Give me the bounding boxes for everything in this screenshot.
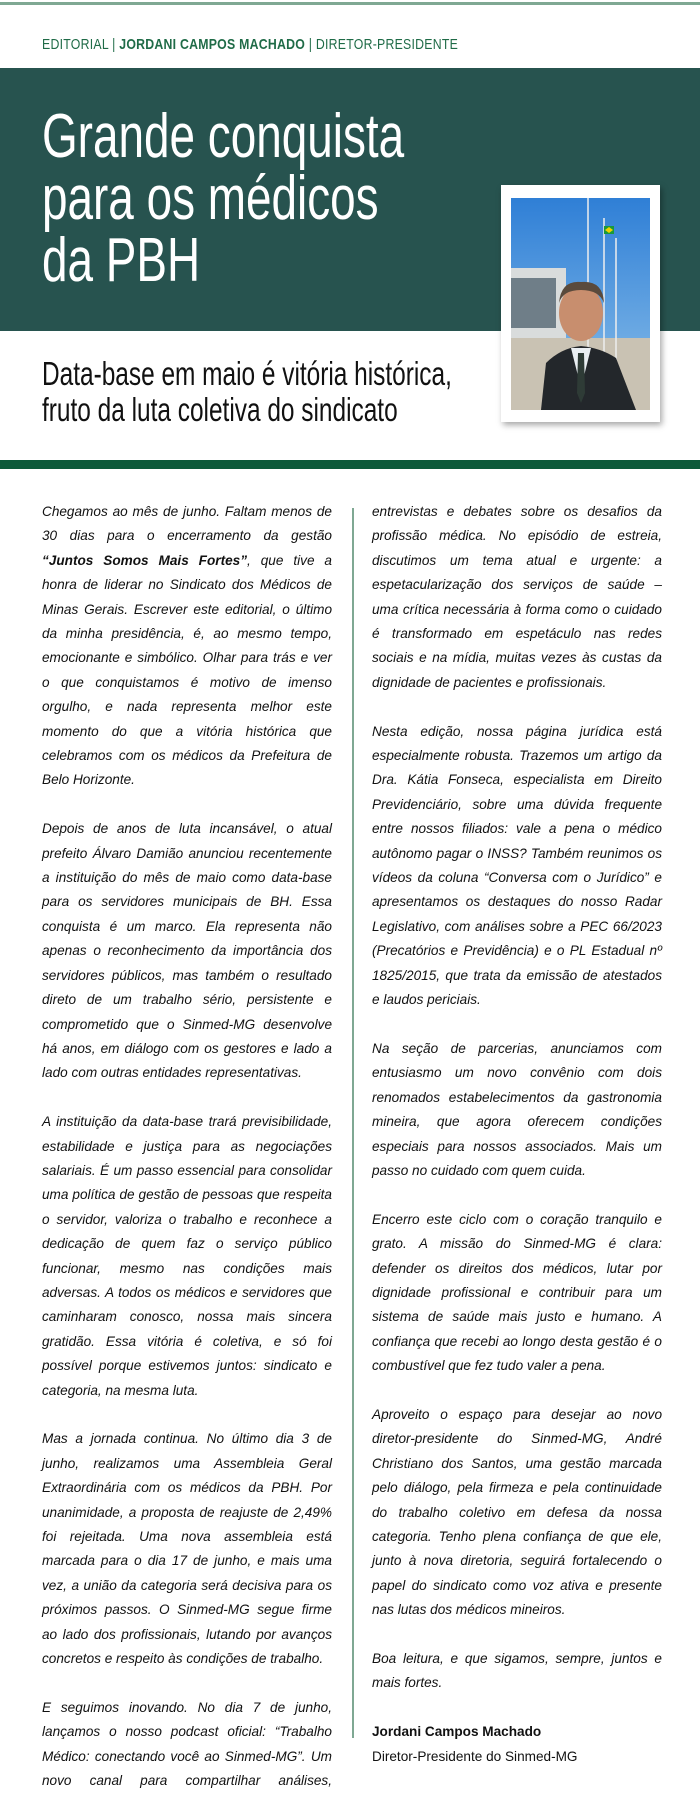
section-kicker xyxy=(42,36,458,53)
kicker-separator: | xyxy=(308,36,313,53)
subtitle-line: Data-base em maio é vitória histórica, xyxy=(42,355,452,392)
accent-bar xyxy=(0,460,700,469)
page-title xyxy=(42,102,405,295)
gestao-name-bold: “Juntos Somos Mais Fortes” xyxy=(42,552,248,568)
top-rule xyxy=(0,2,700,5)
kicker-author: JORDANI CAMPOS MACHADO xyxy=(119,36,306,53)
subtitle-line: fruto da luta coletiva do sindicato xyxy=(42,391,398,428)
article-paragraph: Mas a jornada continua. No último dia 3 de junho, realizamos uma Assembleia Geral Extraordinária com os médicos da PBH. Por unanimidade, a proposta de reajuste de 2,49% foi rejeitada. Uma nova assembleia está marcada para o dia 17 de junho, e mais uma vez, a união da categoria será decisiva para os próximos passos. O Sinmed-MG segue firme ao lado dos profissionais, lutando por avanços concretos e respeito às condições de trabalho. xyxy=(42,1431,332,1667)
title-line: para os médicos xyxy=(42,164,379,233)
article-paragraph: Aproveito o espaço para desejar ao novo diretor-presidente do Sinmed-MG, André Christiano dos Santos, uma gestão marcada pelo diálogo, pela firmeza e pela continuidade do trabalho coletivo em defesa da nossa categoria. Tenho plena confiança de que ele, junto à nova diretoria, seguirá fortalecendo o papel do sindicato como voz ativa e presente nas lutas dos médicos mineiros. xyxy=(372,1406,662,1618)
article-paragraph: Depois de anos de luta incansável, o atual prefeito Álvaro Damião anunciou recentemente a instituição do mês de maio como data-base para os servidores municipais de BH. Essa conquista é um marco. Ela representa não apenas o reconhecimento da importância dos servidores públicos, mas também o resultado direto de um trabalho sério, persistente e comprometido que o Sinmed-MG desenvolve há anos, em diálogo com os gestores e lado a lado com outras entidades representativas. xyxy=(42,821,332,1081)
kicker-section: EDITORIAL xyxy=(42,36,109,53)
article-paragraph: entrevistas e debates sobre os desafios da profissão médica. No episódio de estreia, discutimos um tema atual e urgente: a espetacularização dos serviços de saúde – uma crítica necessária à forma como o cuidado é transformado em espetáculo nas redes sociais e na mídia, muitas vezes às custas da dignidade de pacientes e profissionais. xyxy=(372,504,662,690)
article-paragraph: E seguimos inovando. No dia 7 de junho, lançamos o nosso podcast oficial: “Trabalho Médico: conectando você ao Sinmed-MG”. Um novo canal para compartilhar análises, xyxy=(42,1699,332,1789)
paragraph-text: Chegamos ao mês de junho. Faltam menos de 30 dias para o encerramento da gestão xyxy=(42,504,332,544)
article-paragraph xyxy=(42,500,332,793)
article-column-left xyxy=(42,500,332,1818)
article-column-right xyxy=(372,500,662,1793)
signature-role: Diretor-Presidente do Sinmed-MG xyxy=(372,1748,578,1764)
title-line: Grande conquista xyxy=(42,102,405,171)
article-paragraph: Na seção de parcerias, anunciamos com entusiasmo um novo convênio com dois renomados estabelecimentos da gastronomia mineira, que agora oferecem condições especiais para nossos associados. Mais um passo no cuidado com quem cuida. xyxy=(372,1040,662,1178)
paragraph-text: , que tive a honra de liderar no Sindicato dos Médicos de Minas Gerais. Escrever este editorial, o último da minha presidência, é, ao mesmo tempo, emocionante e simbólico. Olhar para trás e ver o que conquistamos é motivo de imenso orgulho, e nada representa melhor este momento do que a vitória histórica que celebramos com os médicos da Prefeitura de Belo Horizonte. xyxy=(42,552,332,788)
signature xyxy=(372,1720,662,1769)
title-line: da PBH xyxy=(42,226,201,295)
author-photo xyxy=(501,185,660,422)
kicker-separator: | xyxy=(112,36,116,53)
article-paragraph: Nesta edição, nossa página jurídica está especialmente robusta. Trazemos um artigo da Dra. Kátia Fonseca, especialista em Direito Previdenciário, sobre uma dúvida frequente entre nossos filiados: vale a pena o médico autônomo pagar o INSS? Também reunimos os vídeos da coluna “Conversa com o Jurídico” e apresentamos os destaques do nosso Radar Legislativo, com análises sobre a PEC 66/2023 (Precatórios e Previdência) e o PL Estadual nº 1825/2015, que trata da emissão de atestados e laudos periciais. xyxy=(372,723,662,1008)
column-divider xyxy=(352,508,354,1738)
article-paragraph: Boa leitura, e que sigamos, sempre, juntos e mais fortes. xyxy=(372,1651,662,1691)
kicker-role: DIRETOR-PRESIDENTE xyxy=(315,36,459,53)
author-portrait-image xyxy=(511,198,650,410)
article-paragraph: Encerro este ciclo com o coração tranquilo e grato. A missão do Sinmed-MG é clara: defender os direitos dos médicos, lutar por dignidade profissional e contribuir para um sistema de saúde mais justo e humano. A confiança que recebi ao longo desta gestão é o combustível que fez tudo valer a pena. xyxy=(372,1211,662,1374)
article-paragraph: A instituição da data-base trará previsibilidade, estabilidade e justiça para as negociações salariais. É um passo essencial para consolidar uma política de gestão de pessoas que respeita o servidor, valoriza o trabalho e reconhece a dedicação de quem faz o serviço público funcionar, mesmo nas condições mais adversas. A todos os médicos e servidores que caminharam conosco, nossa mais sincera gratidão. Essa vitória é coletiva, e só foi possível porque estivemos juntos: sindicato e categoria, na mesma luta. xyxy=(42,1114,332,1398)
signature-name: Jordani Campos Machado xyxy=(372,1724,542,1740)
subtitle xyxy=(42,356,452,428)
